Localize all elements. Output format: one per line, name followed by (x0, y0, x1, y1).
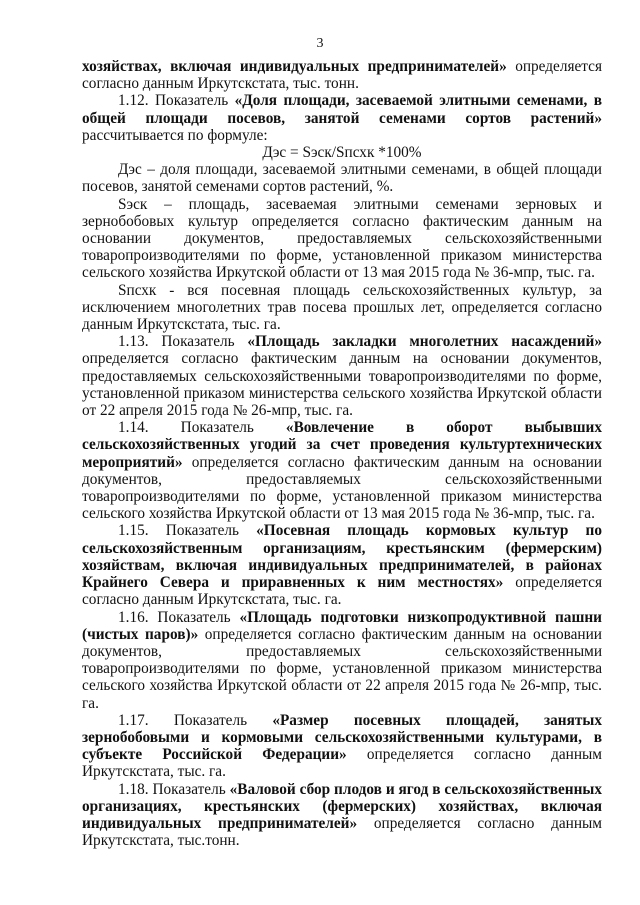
document-body (82, 58, 602, 849)
paragraph-1-17: 1.17. Показатель «Размер посевных площадей, занятых зернобобовыми и кормовыми сельскохозяйственными культурами, в субъекте Российской Федерации» определяется согласно данным Иркутскстата, тыс. га. (82, 711, 603, 781)
paragraph-1-14: 1.14. Показатель «Вовлечение в оборот выбывших сельскохозяйственных угодий за счет проведения культуртехнических мероприятий» определяется согласно фактическим данным на основании документов, предоставляемых сельскохозяйственными товаропроизводителями по форме, установленной приказом министерства сельского хозяйства Иркутской области от 13 мая 2015 года № 36-мпр, тыс. га. (82, 419, 602, 523)
paragraph-continuation: хозяйствах, включая индивидуальных предпринимателей» определяется согласно данным Иркутскстата, тыс. тонн. (82, 58, 602, 93)
paragraph-1-18: 1.18. Показатель «Валовой сбор плодов и ягод в сельскохозяйственных организациях, крестьянских (фермерских) хозяйствах, включая индивидуальных предпринимателей» определяется согласно данным Иркутскстата, тыс.тонн. (82, 780, 602, 850)
paragraph-1-12: 1.12. Показатель «Доля площади, засеваемой элитными семенами, в общей площади посевов, занятой семенами сортов растений» рассчитывается по формуле: (82, 92, 602, 144)
paragraph-1-16: 1.16. Показатель «Площадь подготовки низкопродуктивной пашни (чистых паров)» определяется согласно фактическим данным на основании документов, предоставляемых сельскохозяйственными товаропроизводителями по форме, установленной приказом министерства сельского хозяйства Иркутской области от 22 апреля 2015 года № 26-мпр, тыс. га. (82, 608, 602, 712)
paragraph-spshk-definition: Sпсхк - вся посевная площадь сельскохозяйственных культур, за исключением многолетних трав посева прошлых лет, определяется согласно данным Иркутскстата, тыс. га. (82, 281, 602, 334)
paragraph-des-definition: Дэс – доля площади, засеваемой элитными семенами, в общей площади посевов, занятой семенами сортов растений, %. (82, 161, 602, 196)
paragraph-1-13: 1.13. Показатель «Площадь закладки многолетних насаждений» определяется согласно фактическим данным на основании документов, предоставляемых сельскохозяйственными товаропроизводителями по форме, установленной приказом министерства сельского хозяйства Иркутской области от 22 апреля 2015 года № 26-мпр, тыс. га. (82, 333, 602, 420)
paragraph-1-15: 1.15. Показатель «Посевная площадь кормовых культур по сельскохозяйственным организациям, крестьянским (фермерским) хозяйствам, включая индивидуальных предпринимателей, в районах Крайнего Севера и приравненных к ним местностях» определяется согласно данным Иркутскстата, тыс. га. (82, 522, 602, 609)
formula: Дэс = Sэск/Sпсхк *100% (262, 144, 422, 162)
page-number: 3 (316, 36, 324, 51)
paragraph-sesk-definition: Sэск – площадь, засеваемая элитными семенами зерновых и зернобобовых культур определяется согласно фактическим данным на основании документов, предоставляемых сельскохозяйственными товаропроизводителями по форме, установленной приказом министерства сельского хозяйства Иркутской области от 13 мая 2015 года № 36-мпр, тыс. га. (82, 195, 602, 282)
